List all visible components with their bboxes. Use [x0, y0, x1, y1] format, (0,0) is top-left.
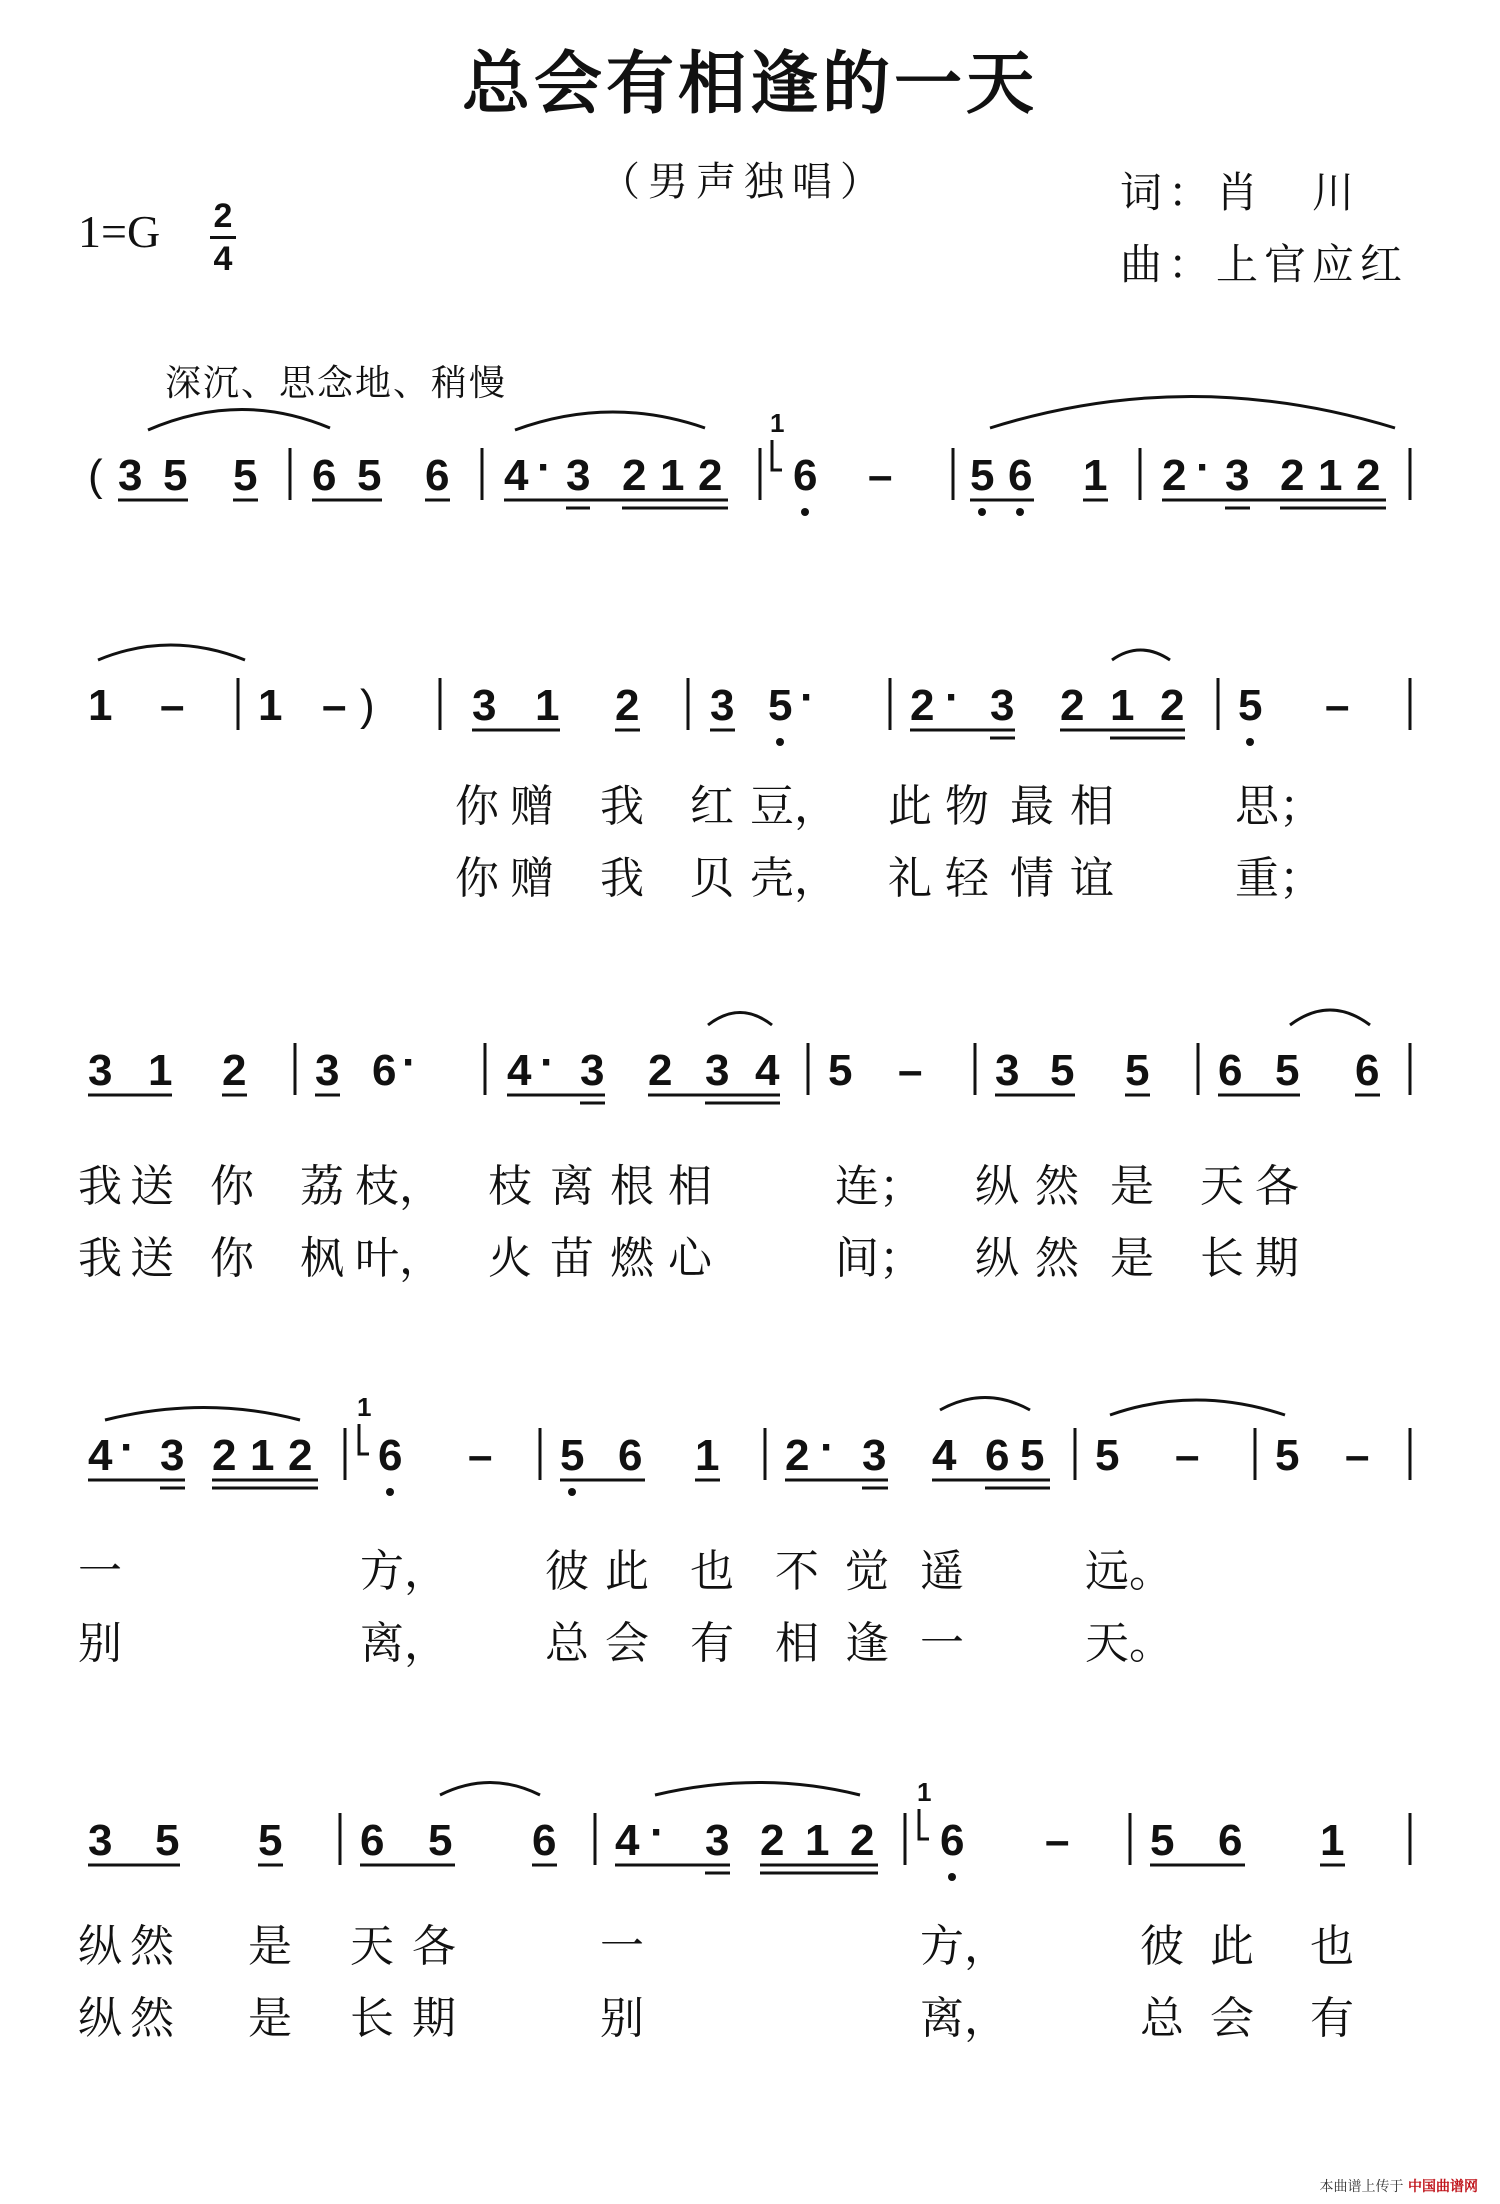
lyric-syllable: 枝	[488, 1161, 532, 1212]
lyric-syllable: 枫	[300, 1233, 344, 1284]
dash: –	[1045, 1816, 1070, 1865]
note: 1	[1318, 451, 1343, 500]
lyric-syllable: 此	[605, 1546, 649, 1597]
site-brand: 中国曲谱网	[1408, 2179, 1478, 2195]
note: 3	[705, 1816, 730, 1865]
note: 6	[532, 1816, 557, 1865]
note: 1	[535, 681, 560, 730]
slur	[105, 1408, 300, 1421]
note: 6	[940, 1816, 965, 1865]
note: 1	[1110, 681, 1135, 730]
note: 3	[566, 451, 591, 500]
lyric-syllable: 天	[350, 1921, 394, 1972]
lyric-syllable: 我	[600, 781, 644, 832]
note: 6	[1218, 1046, 1243, 1095]
note: 1	[148, 1046, 173, 1095]
note: 5	[428, 1816, 453, 1865]
lyric-syllable: 离	[550, 1161, 594, 1212]
note: 5	[970, 451, 995, 500]
note: 5	[1275, 1431, 1300, 1480]
lyric-syllable: 是	[248, 1993, 292, 2044]
lyric-syllable: 赠	[510, 853, 554, 904]
note: 2	[1356, 451, 1381, 500]
slur	[940, 1398, 1030, 1411]
lyric-syllable: 我	[78, 1161, 122, 1212]
dash: –	[1175, 1431, 1200, 1480]
lyric-syllable: 叶，	[355, 1233, 443, 1284]
system-4	[88, 1392, 1410, 1496]
dot: ·	[537, 443, 552, 492]
note: 2	[212, 1431, 237, 1480]
note: 2	[615, 681, 640, 730]
dash: –	[160, 681, 185, 730]
lyric-syllable: 荔	[300, 1161, 344, 1212]
composer-credit: 曲：上官应红	[1120, 240, 1409, 289]
lyric-syllable: 思；	[1235, 781, 1323, 832]
lyric-syllable: 情	[1010, 853, 1054, 904]
dot: ·	[820, 1423, 835, 1472]
note: 3	[862, 1431, 887, 1480]
lyric-syllable: 是	[1110, 1233, 1154, 1284]
lyric-syllable: 天	[1200, 1161, 1244, 1212]
lyric-syllable: 豆，	[750, 781, 838, 832]
lyric-syllable: 总	[1140, 1993, 1184, 2044]
performance-note: （男声独唱）	[600, 159, 888, 205]
note: 5	[233, 451, 258, 500]
note: 5	[768, 681, 793, 730]
note: 6	[793, 451, 818, 500]
dot: ·	[945, 673, 960, 722]
lyric-syllable: 逢	[845, 1618, 889, 1669]
lyric-syllable: 间；	[835, 1233, 923, 1284]
lyric-syllable: 此	[1210, 1921, 1254, 1972]
dot: ·	[650, 1808, 665, 1857]
lyric-syllable: 最	[1010, 781, 1054, 832]
note: 5	[155, 1816, 180, 1865]
slur	[1290, 1010, 1370, 1025]
note: 6	[312, 451, 337, 500]
note: 4	[615, 1816, 640, 1865]
lyric-syllable: 远。	[1085, 1546, 1173, 1597]
lyric-syllable: 不	[775, 1546, 819, 1597]
lyric-syllable: 你	[455, 853, 499, 904]
note: 3	[705, 1046, 730, 1095]
lyric-syllable: 有	[690, 1618, 734, 1669]
note: 5	[357, 451, 382, 500]
note: 3	[710, 681, 735, 730]
note: 6	[618, 1431, 643, 1480]
lyric-syllable: 燃	[610, 1233, 654, 1284]
note: 4	[88, 1431, 113, 1480]
dot: ·	[540, 1038, 555, 1087]
note: 5	[560, 1431, 585, 1480]
note: 2	[648, 1046, 673, 1095]
lyric-syllable: 有	[1310, 1993, 1354, 2044]
note: 1	[805, 1816, 830, 1865]
note: 1	[258, 681, 283, 730]
lyric-syllable: 会	[605, 1618, 649, 1669]
dot: ·	[402, 1038, 417, 1087]
note: 1	[660, 451, 685, 500]
note: 3	[995, 1046, 1020, 1095]
slur	[655, 1783, 860, 1796]
note: 5	[258, 1816, 283, 1865]
time-signature-top: 2	[213, 197, 233, 235]
lyric-syllable: 纵	[975, 1161, 1019, 1212]
lyric-syllable: 各	[1255, 1161, 1299, 1212]
note: 3	[990, 681, 1015, 730]
note: 2	[785, 1431, 810, 1480]
note: 6	[1218, 1816, 1243, 1865]
tie	[1110, 1400, 1285, 1415]
lyric-syllable: 彼	[1140, 1921, 1184, 1972]
time-signature-bottom: 4	[213, 240, 233, 278]
note: 2	[1280, 451, 1305, 500]
note: 6	[1355, 1046, 1380, 1095]
lyric-syllable: 长	[1200, 1233, 1244, 1284]
lyric-syllable: 然	[1035, 1233, 1079, 1284]
note: 2	[622, 451, 647, 500]
lyric-syllable: 离，	[360, 1618, 448, 1669]
lyric-syllable: 然	[130, 1993, 174, 2044]
note: 3	[315, 1046, 340, 1095]
lyric-syllable: 此	[888, 781, 932, 832]
lyric-syllable: 送	[130, 1161, 174, 1212]
note: 1	[695, 1431, 720, 1480]
note: 3	[160, 1431, 185, 1480]
note: 3	[1225, 451, 1250, 500]
lyric-syllable: 然	[130, 1921, 174, 1972]
song-title: 总会有相逢的一天	[461, 45, 1038, 124]
slur	[708, 1013, 772, 1026]
dot: ·	[1196, 443, 1211, 492]
lyric-syllable: 天。	[1085, 1618, 1173, 1669]
volta-number: 1	[770, 408, 785, 438]
note: 5	[1150, 1816, 1175, 1865]
lyric-syllable: 一	[920, 1618, 964, 1669]
note: 1	[1320, 1816, 1345, 1865]
lyric-syllable: 觉	[845, 1546, 889, 1597]
lyric-syllable: 苗	[550, 1233, 594, 1284]
lyric-syllable: 别	[78, 1618, 122, 1669]
lyric-syllable: 贝	[690, 853, 734, 904]
paren-open: (	[88, 451, 103, 500]
lyric-syllable: 送	[130, 1233, 174, 1284]
lyric-syllable: 长	[350, 1993, 394, 2044]
slur	[1112, 650, 1170, 660]
note: 4	[932, 1431, 957, 1480]
note: 6	[378, 1431, 403, 1480]
lyric-syllable: 相	[775, 1618, 819, 1669]
lyric-syllable: 你	[210, 1233, 254, 1284]
slur	[440, 1783, 540, 1796]
note: 5	[1275, 1046, 1300, 1095]
dash: –	[322, 681, 347, 730]
lyric-syllable: 一	[600, 1921, 644, 1972]
note: 2	[1162, 451, 1187, 500]
tempo-marking: 深沉、思念地、稍慢	[165, 363, 508, 404]
lyric-syllable: 遥	[920, 1546, 964, 1597]
note: 2	[288, 1431, 313, 1480]
upload-credit-prefix: 本曲谱上传于	[1319, 2179, 1404, 2195]
note: 2	[910, 681, 935, 730]
system-3	[88, 1010, 1410, 1103]
lyricist-credit: 词：肖 川	[1120, 168, 1361, 217]
lyric-syllable: 各	[412, 1921, 456, 1972]
lyric-syllable: 总	[545, 1618, 589, 1669]
slur	[515, 412, 705, 430]
lyric-syllable: 彼	[545, 1546, 589, 1597]
lyric-syllable: 壳，	[750, 853, 838, 904]
note: 5	[1238, 681, 1263, 730]
lyric-syllable: 相	[668, 1161, 712, 1212]
lyric-syllable: 别	[600, 1993, 644, 2044]
note: 5	[1095, 1431, 1120, 1480]
note: 6	[1008, 451, 1033, 500]
note: 5	[1020, 1431, 1045, 1480]
lyric-syllable: 也	[1310, 1921, 1354, 1972]
note: 6	[372, 1046, 397, 1095]
lyric-syllable: 连；	[835, 1161, 923, 1212]
note: 2	[698, 451, 723, 500]
lyric-syllable: 枝，	[355, 1161, 443, 1212]
tie	[98, 645, 245, 660]
dash: –	[468, 1431, 493, 1480]
lyric-syllable: 轻	[945, 853, 989, 904]
lyric-syllable: 相	[1070, 781, 1114, 832]
note: 2	[1060, 681, 1085, 730]
lyric-syllable: 火	[488, 1233, 532, 1284]
key-signature: 1=G	[78, 206, 161, 257]
upload-credit	[1320, 2176, 1478, 2196]
lyric-syllable: 纵	[78, 1993, 122, 2044]
volta-number: 1	[357, 1392, 372, 1422]
note: 4	[755, 1046, 780, 1095]
lyric-syllable: 重；	[1235, 853, 1323, 904]
note: 1	[250, 1431, 275, 1480]
lyric-syllable: 红	[690, 781, 734, 832]
note: 2	[222, 1046, 247, 1095]
dot: ·	[800, 673, 815, 722]
lyric-syllable: 是	[248, 1921, 292, 1972]
lyric-syllable: 你	[455, 781, 499, 832]
volta-number: 1	[917, 1777, 932, 1807]
note: 5	[1125, 1046, 1150, 1095]
note: 3	[118, 451, 143, 500]
note: 3	[88, 1816, 113, 1865]
note: 3	[580, 1046, 605, 1095]
lyric-syllable: 方，	[360, 1546, 448, 1597]
lyric-syllable: 方，	[920, 1921, 1008, 1972]
lyric-syllable: 心	[668, 1233, 712, 1284]
lyric-syllable: 然	[1035, 1161, 1079, 1212]
system-1	[88, 397, 1410, 517]
lyric-syllable: 物	[945, 781, 989, 832]
slur	[148, 409, 330, 430]
system-2	[88, 645, 1410, 746]
note: 2	[850, 1816, 875, 1865]
lyric-syllable: 也	[690, 1546, 734, 1597]
note: 1	[88, 681, 113, 730]
lyric-syllable: 纵	[975, 1233, 1019, 1284]
lyric-syllable: 纵	[78, 1921, 122, 1972]
lyric-syllable: 离，	[920, 1993, 1008, 2044]
note: 4	[504, 451, 529, 500]
lyric-syllable: 会	[1210, 1993, 1254, 2044]
lyric-syllable: 我	[600, 853, 644, 904]
paren-close: )	[360, 681, 375, 730]
lyric-syllable: 是	[1110, 1161, 1154, 1212]
dash: –	[898, 1046, 923, 1095]
lyric-syllable: 你	[210, 1161, 254, 1212]
note: 5	[1050, 1046, 1075, 1095]
lyric-syllable: 礼	[888, 853, 932, 904]
note: 1	[1083, 451, 1108, 500]
note: 2	[1160, 681, 1185, 730]
note: 5	[828, 1046, 853, 1095]
lyric-syllable: 我	[78, 1233, 122, 1284]
note: 3	[472, 681, 497, 730]
lyric-syllable: 期	[1255, 1233, 1299, 1284]
lyric-syllable: 期	[412, 1993, 456, 2044]
note: 6	[360, 1816, 385, 1865]
lyric-syllable: 谊	[1070, 853, 1114, 904]
note: 2	[760, 1816, 785, 1865]
dash: –	[868, 451, 893, 500]
note: 4	[507, 1046, 532, 1095]
system-5	[88, 1777, 1410, 1881]
note: 3	[88, 1046, 113, 1095]
lyric-syllable: 赠	[510, 781, 554, 832]
note: 6	[425, 451, 450, 500]
note: 5	[163, 451, 188, 500]
lyric-syllable: 根	[610, 1161, 654, 1212]
slur	[990, 397, 1395, 429]
dash: –	[1325, 681, 1350, 730]
note: 6	[985, 1431, 1010, 1480]
dot: ·	[120, 1423, 135, 1472]
dash: –	[1345, 1431, 1370, 1480]
lyric-syllable: 一	[78, 1546, 122, 1597]
